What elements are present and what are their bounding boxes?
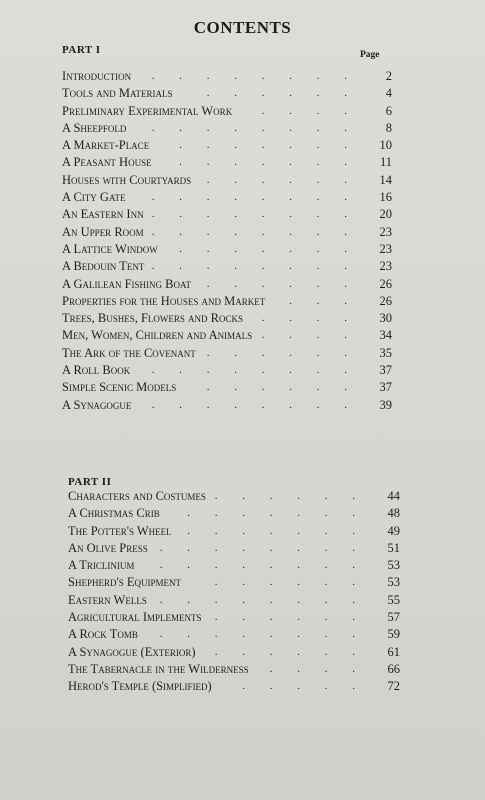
toc-entry-page: 23: [379, 259, 392, 274]
toc-entry: [62, 103, 392, 120]
toc-leader-dots: . . . . . . . .: [159, 593, 366, 606]
toc-leader-dots: . . . . . .: [214, 576, 366, 589]
toc-leader-dots: . . . . . . . .: [159, 628, 366, 641]
toc-entry: [68, 557, 400, 574]
toc-entry: [62, 345, 392, 362]
toc-entry-page: 20: [379, 207, 392, 222]
toc-entry-page: 26: [379, 293, 392, 308]
toc-entry-title: A Sheepfold: [62, 120, 127, 135]
toc-entry-title: The Potter's Wheel: [68, 523, 172, 538]
toc-entry-page: 16: [379, 190, 392, 205]
toc-entry: [62, 206, 392, 223]
toc-entry-title: Houses with Courtyards: [62, 172, 192, 187]
toc-entry-title: A Roll Book: [62, 363, 131, 378]
toc-entry-page: 14: [379, 172, 392, 187]
toc-entry-page: 23: [379, 224, 392, 239]
toc-entry-title: A Galilean Fishing Boat: [62, 276, 192, 291]
toc-entry: [68, 540, 400, 557]
toc-leader-dots: . . . . . . .: [179, 242, 358, 255]
toc-entry-title: A Peasant House: [62, 155, 152, 170]
toc-entry-page: 35: [379, 345, 392, 360]
toc-leader-dots: . . . . . .: [214, 490, 366, 502]
toc-entry-title: The Ark of the Covenant: [62, 345, 196, 360]
toc-entry-title: Introduction: [62, 69, 132, 83]
toc-entry-title: A Bedouin Tent: [62, 259, 145, 274]
toc-entry-page: 53: [387, 575, 400, 590]
toc-leader-dots: . . . . . . . .: [151, 208, 358, 221]
toc-leader-dots: . . . . . .: [214, 611, 366, 624]
part-2-heading: PART II: [68, 476, 112, 488]
toc-entry-page: 37: [379, 363, 392, 378]
toc-entry: [68, 505, 400, 522]
page-column-label: Page: [360, 50, 380, 60]
toc-entry: [62, 224, 392, 241]
toc-entry: [68, 678, 400, 695]
toc-part-1: [62, 68, 392, 414]
toc-entry-title: Herod's Temple (Simplified): [68, 679, 212, 694]
toc-entry-title: A Synagogue: [62, 397, 132, 412]
toc-entry-page: 51: [387, 540, 400, 555]
toc-leader-dots: . . . .: [261, 312, 358, 325]
toc-entry-title: A Christmas Crib: [68, 506, 160, 521]
toc-entry: [62, 293, 392, 310]
toc-entry-page: 55: [387, 592, 400, 607]
toc-entry-title: Preliminary Experimental Work: [62, 103, 233, 118]
toc-entry-title: A Market-Place: [62, 138, 150, 153]
part-1-heading: PART I: [62, 44, 101, 56]
toc-leader-dots: . . . . . . . .: [151, 121, 358, 134]
toc-entry: [62, 241, 392, 258]
toc-entry-page: 61: [387, 644, 400, 659]
toc-leader-dots: . . . . . . . .: [159, 541, 366, 554]
toc-entry: [68, 592, 400, 609]
toc-entry-title: Eastern Wells: [68, 592, 147, 607]
toc-entry-page: 23: [379, 241, 392, 256]
toc-entry: [62, 85, 392, 102]
toc-entry-title: The Tabernacle in the Wilderness: [68, 661, 249, 676]
toc-entry: [62, 258, 392, 275]
toc-entry-page: 37: [379, 380, 392, 395]
toc-entry-page: 44: [387, 489, 400, 503]
toc-leader-dots: . . . . . .: [206, 346, 358, 359]
toc-leader-dots: . . . . . . . .: [159, 559, 366, 572]
toc-leader-dots: . . . . . . .: [179, 139, 358, 152]
toc-leader-dots: . . . . . . . .: [151, 260, 358, 273]
toc-entry-title: A Triclinium: [68, 558, 135, 573]
toc-leader-dots: . . . .: [261, 329, 358, 342]
toc-entry: [62, 68, 392, 85]
toc-entry: [68, 644, 400, 661]
toc-entry: [68, 609, 400, 626]
toc-entry: [62, 189, 392, 206]
toc-entry: [68, 626, 400, 643]
toc-leader-dots: . . . . . . . .: [151, 364, 358, 377]
toc-leader-dots: . . . . . . .: [187, 507, 366, 520]
toc-entry-title: Trees, Bushes, Flowers and Rocks: [62, 311, 244, 326]
toc-entry-title: An Olive Press: [68, 540, 148, 555]
toc-entry-page: 39: [379, 397, 392, 412]
toc-leader-dots: . . . . . . .: [187, 524, 366, 537]
toc-entry: [62, 362, 392, 379]
toc-leader-dots: . . . . . .: [206, 173, 358, 186]
toc-entry-page: 30: [379, 311, 392, 326]
toc-entry-page: 59: [387, 627, 400, 642]
toc-leader-dots: . . . . . . .: [179, 156, 358, 169]
toc-entry: [62, 379, 392, 396]
toc-entry-title: Characters and Costumes: [68, 489, 206, 503]
toc-entry: [68, 661, 400, 678]
toc-entry-page: 49: [387, 523, 400, 538]
toc-entry: [62, 310, 392, 327]
toc-entry-page: 8: [385, 120, 392, 135]
toc-leader-dots: . . . . . . . .: [151, 225, 358, 238]
page-title: CONTENTS: [193, 18, 292, 37]
toc-entry-page: 53: [387, 558, 400, 573]
toc-entry-page: 57: [387, 610, 400, 625]
toc-entry: [68, 574, 400, 591]
toc-entry: [68, 488, 400, 505]
toc-entry-page: 6: [385, 103, 392, 118]
toc-entry-page: 48: [387, 506, 400, 521]
toc-leader-dots: . . . . . . . .: [151, 70, 358, 82]
toc-entry-page: 4: [385, 86, 392, 101]
toc-entry-page: 72: [387, 679, 400, 694]
toc-leader-dots: . . . . . .: [206, 277, 358, 290]
toc-entry-title: A Synagogue (Exterior): [68, 644, 196, 659]
toc-entry: [68, 523, 400, 540]
toc-entry: [62, 172, 392, 189]
toc-leader-dots: . . . .: [261, 104, 358, 117]
toc-entry-title: Simple Scenic Models: [62, 380, 177, 395]
toc-entry-page: 34: [379, 328, 392, 343]
toc-entry: [62, 154, 392, 171]
toc-entry-title: Agricultural Implements: [68, 610, 202, 625]
toc-entry-title: A Lattice Window: [62, 241, 158, 256]
toc-entry: [62, 276, 392, 293]
toc-leader-dots: . . . . . .: [214, 645, 366, 658]
toc-entry: [62, 327, 392, 344]
toc-leader-dots: . . . . . .: [206, 87, 358, 100]
toc-leader-dots: . . .: [289, 294, 358, 307]
toc-entry: [62, 137, 392, 154]
toc-entry-title: Tools and Materials: [62, 86, 173, 101]
toc-entry-page: 11: [379, 155, 392, 170]
toc-leader-dots: . . . . . . . .: [151, 191, 358, 204]
toc-entry-title: Properties for the Houses and Market: [62, 293, 266, 308]
toc-entry-title: An Eastern Inn: [62, 207, 144, 222]
toc-leader-dots: . . . .: [269, 662, 366, 675]
toc-entry: [62, 397, 392, 414]
toc-leader-dots: . . . . . . . .: [151, 398, 358, 411]
toc-entry-page: 10: [379, 138, 392, 153]
toc-entry-title: Shepherd's Equipment: [68, 575, 181, 590]
toc-entry: [62, 120, 392, 137]
toc-entry-title: An Upper Room: [62, 224, 144, 239]
toc-entry-page: 2: [385, 69, 392, 83]
toc-entry-page: 26: [379, 276, 392, 291]
toc-entry-title: A City Gate: [62, 190, 126, 205]
toc-entry-title: Men, Women, Children and Animals: [62, 328, 253, 343]
toc-part-2: [68, 488, 400, 696]
toc-entry-title: A Rock Tomb: [68, 627, 138, 642]
toc-entry-page: 66: [387, 661, 400, 676]
toc-leader-dots: . . . . . .: [206, 381, 358, 394]
toc-leader-dots: . . . . .: [242, 680, 366, 693]
